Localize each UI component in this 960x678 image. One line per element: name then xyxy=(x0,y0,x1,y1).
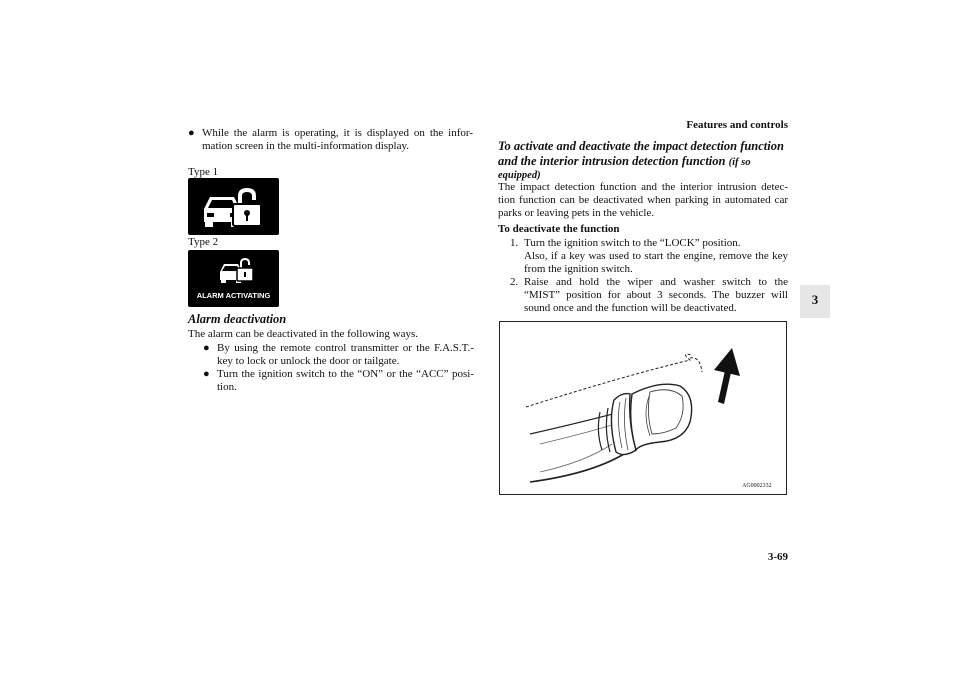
step-line: Raise and hold the wiper and washer switch to the xyxy=(524,276,788,288)
section-heading-impact-detection xyxy=(498,139,788,182)
heading-line: and the interior intrusion detection function xyxy=(498,154,726,168)
bullet-line: By using the remote control transmitter or the F.A.S.T.- xyxy=(217,342,474,354)
bullet-line: While the alarm is operating, it is displayed on the infor- xyxy=(202,127,473,139)
step-line: sound once and the function will be deactivated. xyxy=(524,302,737,314)
paragraph-line: The impact detection function and the interior intrusion detec- xyxy=(498,181,788,193)
impact-intro-paragraph xyxy=(498,181,788,220)
step-number: 1. xyxy=(510,237,519,249)
step-2 xyxy=(510,276,788,315)
deactivation-intro: The alarm can be deactivated in the following ways. xyxy=(188,328,418,340)
alarm-screen-type2 xyxy=(188,250,279,307)
step-line: from the ignition switch. xyxy=(524,263,633,275)
step-line: Turn the ignition switch to the “LOCK” position. xyxy=(524,237,741,249)
type2-label: Type 2 xyxy=(188,236,219,248)
heading-suffix: (if so xyxy=(728,157,751,168)
car-with-padlock-icon xyxy=(188,178,279,235)
page-number: 3-69 xyxy=(767,551,788,563)
wiper-switch-figure xyxy=(499,321,787,495)
section-heading-alarm-deactivation: Alarm deactivation xyxy=(188,312,287,326)
bullet-line: Turn the ignition switch to the “ON” or the “ACC” posi- xyxy=(217,368,474,380)
paragraph-line: parks or leaving pets in the vehicle. xyxy=(498,207,655,219)
chapter-number: 3 xyxy=(811,292,819,307)
up-arrow-icon xyxy=(714,348,740,404)
step-line: “MIST” position for about 3 seconds. The buzzer will xyxy=(524,289,788,301)
heading-suffix: equipped) xyxy=(498,170,541,181)
bullet-ignition-switch xyxy=(203,368,474,394)
bullet-icon: ● xyxy=(188,127,195,139)
figure-code: AG0002332 xyxy=(742,483,772,489)
type1-label: Type 1 xyxy=(188,166,219,178)
bullet-icon: ● xyxy=(203,342,210,354)
bullet-line: mation screen in the multi-information display. xyxy=(202,140,410,152)
subheading-deactivate: To deactivate the function xyxy=(498,223,620,235)
step-line: Also, if a key was used to start the engine, remove the key xyxy=(524,250,788,262)
bullet-line: key to lock or unlock the door or tailgate. xyxy=(217,355,400,367)
bullet-icon: ● xyxy=(203,368,210,380)
running-header: Features and controls xyxy=(686,119,788,131)
step-1 xyxy=(510,237,788,276)
step-number: 2. xyxy=(510,276,519,288)
bullet-line: tion. xyxy=(217,381,237,393)
alarm-screen-type1 xyxy=(188,178,279,235)
car-with-padlock-icon xyxy=(188,250,279,290)
heading-line: To activate and deactivate the impact detection function xyxy=(498,139,784,153)
paragraph-line: tion function can be deactivated when parking in automated car xyxy=(498,194,788,206)
alarm-screen-text: ALARM ACTIVATING xyxy=(196,291,271,300)
bullet-remote-transmitter xyxy=(203,342,474,368)
wiper-lever-illustration xyxy=(500,322,786,494)
bullet-alarm-display xyxy=(188,127,473,153)
